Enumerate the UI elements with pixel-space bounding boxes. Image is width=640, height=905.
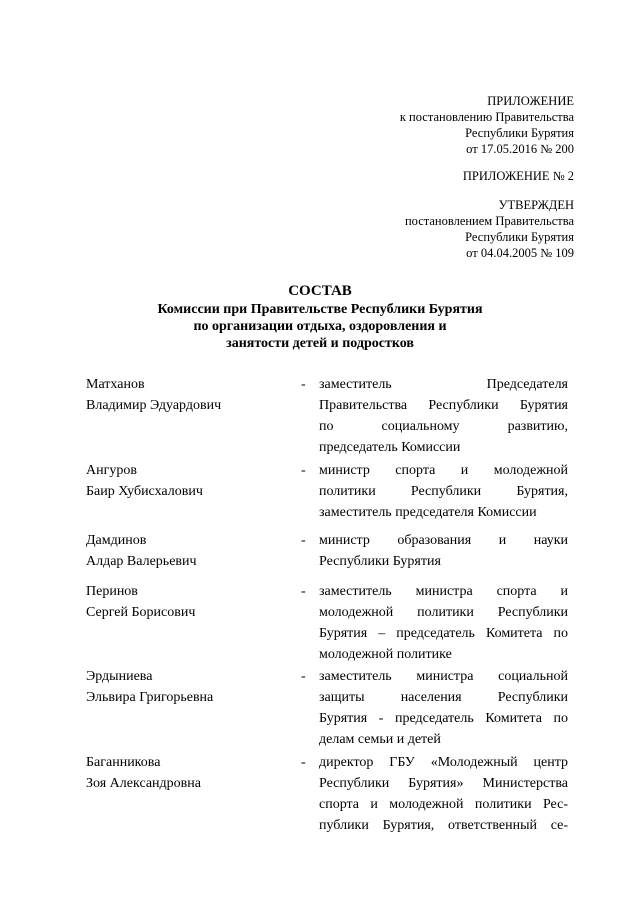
member-given-names: Баир Хубисхалович	[86, 484, 203, 499]
subtitle-line: занятости детей и подростков	[226, 336, 414, 351]
role-line: Республики Бурятия» Министерства	[319, 776, 568, 791]
member-dash: -	[301, 377, 306, 392]
member-name	[86, 374, 286, 416]
role-line: заместитель министра спорта и	[319, 584, 568, 599]
role-line: Правительства Республики Бурятия	[319, 398, 568, 413]
role-line: заместитель министра социальной	[319, 669, 568, 684]
member-surname: Эрдыниева	[86, 669, 153, 684]
member-given-names: Владимир Эдуардович	[86, 398, 222, 413]
member-name	[86, 752, 286, 794]
member-surname: Перинов	[86, 584, 138, 599]
member-given-names: Алдар Валерьевич	[86, 554, 197, 569]
appendix-number-line: ПРИЛОЖЕНИЕ № 2	[462, 169, 574, 183]
role-line: молодежной политики Республики	[319, 605, 568, 620]
role-line: Республики Бурятия	[319, 554, 441, 569]
role-line: председатель Комиссии	[319, 440, 461, 455]
member-role	[319, 666, 568, 750]
role-line: политики Республики Бурятия,	[319, 484, 568, 499]
role-line: Бурятия – председатель Комитета по	[319, 626, 568, 641]
member-given-names: Сергей Борисович	[86, 605, 196, 620]
role-line: заместитель Председателя	[319, 377, 568, 392]
subtitle-line: по организации отдыха, оздоровления и	[193, 319, 447, 334]
member-role	[319, 460, 568, 523]
member-dash: -	[301, 755, 306, 770]
document-subtitle	[0, 301, 640, 352]
appendix-line: от 17.05.2016 № 200	[466, 142, 574, 156]
appendix-line: Республики Бурятия	[465, 126, 574, 140]
member-row	[86, 752, 568, 832]
approval-line: Республики Бурятия	[465, 230, 574, 244]
role-line: министр образования и науки	[319, 533, 568, 548]
member-name	[86, 666, 286, 708]
member-role	[319, 581, 568, 665]
subtitle-line: Комиссии при Правительстве Республики Бурятия	[157, 302, 483, 317]
document-title: СОСТАВ	[288, 283, 352, 299]
role-line: заместитель председателя Комиссии	[319, 505, 537, 520]
member-row	[86, 666, 568, 746]
member-role	[319, 374, 568, 458]
role-line: публики Бурятия, ответственный се-	[319, 818, 568, 833]
member-role	[319, 530, 568, 572]
member-dash: -	[301, 669, 306, 684]
appendix-line: ПРИЛОЖЕНИЕ	[487, 94, 574, 108]
member-row	[86, 581, 568, 661]
approval-header	[405, 197, 574, 261]
member-surname: Баганникова	[86, 755, 161, 770]
member-surname: Матханов	[86, 377, 145, 392]
approval-line: УТВЕРЖДЕН	[498, 198, 574, 212]
role-line: спорта и молодежной политики Рес-	[319, 797, 568, 812]
member-row	[86, 460, 568, 540]
member-surname: Дамдинов	[86, 533, 147, 548]
role-line: директор ГБУ «Молодежный центр	[319, 755, 568, 770]
appendix-line: к постановлению Правительства	[399, 110, 574, 124]
member-name	[86, 460, 286, 502]
appendix-number	[463, 168, 574, 184]
member-name	[86, 530, 286, 572]
member-row	[86, 374, 568, 454]
member-surname: Ангуров	[86, 463, 137, 478]
member-dash: -	[301, 584, 306, 599]
appendix-header	[400, 93, 574, 157]
role-line: по социальному развитию,	[319, 419, 568, 434]
role-line: защиты населения Республики	[319, 690, 568, 705]
approval-line: от 04.04.2005 № 109	[466, 246, 574, 260]
role-line: молодежной политике	[319, 647, 452, 662]
member-dash: -	[301, 463, 306, 478]
member-dash: -	[301, 533, 306, 548]
member-given-names: Эльвира Григорьевна	[86, 690, 214, 705]
member-given-names: Зоя Александровна	[86, 776, 201, 791]
role-line: делам семьи и детей	[319, 732, 441, 747]
approval-line: постановлением Правительства	[404, 214, 574, 228]
member-role	[319, 752, 568, 836]
role-line: Бурятия - председатель Комитета по	[319, 711, 568, 726]
role-line: министр спорта и молодежной	[319, 463, 568, 478]
member-name	[86, 581, 286, 623]
